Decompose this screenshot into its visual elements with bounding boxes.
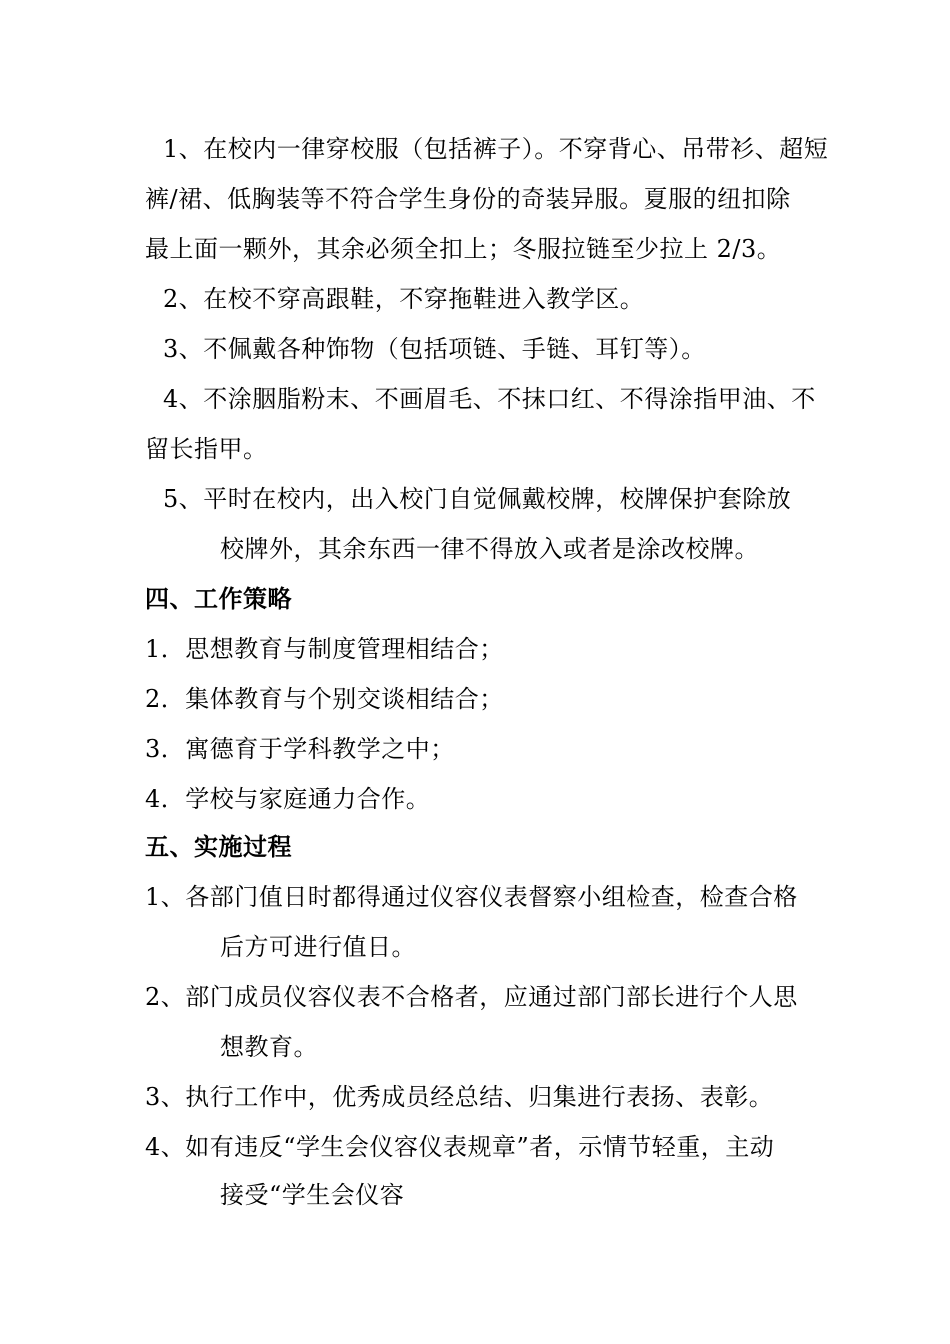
- strategy-item-1: 1．思想教育与制度管理相结合；: [145, 635, 504, 663]
- process-item-3-line: 3、执行工作中，优秀成员经总结、归集进行表扬、表彰。: [145, 1083, 774, 1111]
- strategy-item-3: 3．寓德育于学科教学之中；: [145, 735, 455, 763]
- process-item-4-line-1: 4、如有违反“学生会仪容仪表规章”者，示情节轻重，主动: [145, 1133, 775, 1161]
- strategy-item-4: 4．学校与家庭通力合作。: [145, 785, 431, 813]
- rule-2-line: 2、在校不穿高跟鞋，不穿拖鞋进入教学区。: [163, 285, 645, 313]
- process-item-2-line-1: 2、部门成员仪容仪表不合格者，应通过部门部长进行个人思: [145, 983, 798, 1011]
- strategy-item-2: 2．集体教育与个别交谈相结合；: [145, 685, 504, 713]
- process-item-1-line-2: 后方可进行值日。: [220, 933, 416, 961]
- rule-1-line-1: 1、在校内一律穿校服（包括裤子）。不穿背心、吊带衫、超短: [163, 135, 829, 163]
- section-heading-process: 五、实施过程: [145, 832, 292, 861]
- rule-4-line-2: 留长指甲。: [145, 435, 268, 463]
- rule-5-line-2: 校牌外，其余东西一律不得放入或者是涂改校牌。: [220, 535, 759, 563]
- rule-3-line: 3、不佩戴各种饰物（包括项链、手链、耳钉等）。: [163, 335, 706, 363]
- process-item-1-line-1: 1、各部门值日时都得通过仪容仪表督察小组检查，检查合格: [145, 883, 798, 911]
- rule-1-line-3: 最上面一颗外，其余必须全扣上；冬服拉链至少拉上 2/3。: [145, 235, 782, 263]
- rule-1-line-2: 裤/裙、低胸装等不符合学生身份的奇装异服。夏服的纽扣除: [145, 185, 791, 213]
- rule-4-line-1: 4、不涂胭脂粉末、不画眉毛、不抹口红、不得涂指甲油、不: [163, 385, 816, 413]
- section-heading-strategy: 四、工作策略: [145, 584, 292, 613]
- rule-5-line-1: 5、平时在校内，出入校门自觉佩戴校牌，校牌保护套除放: [163, 485, 792, 513]
- process-item-2-line-2: 想教育。: [220, 1033, 318, 1061]
- process-item-4-line-2: 接受“学生会仪容: [220, 1181, 405, 1209]
